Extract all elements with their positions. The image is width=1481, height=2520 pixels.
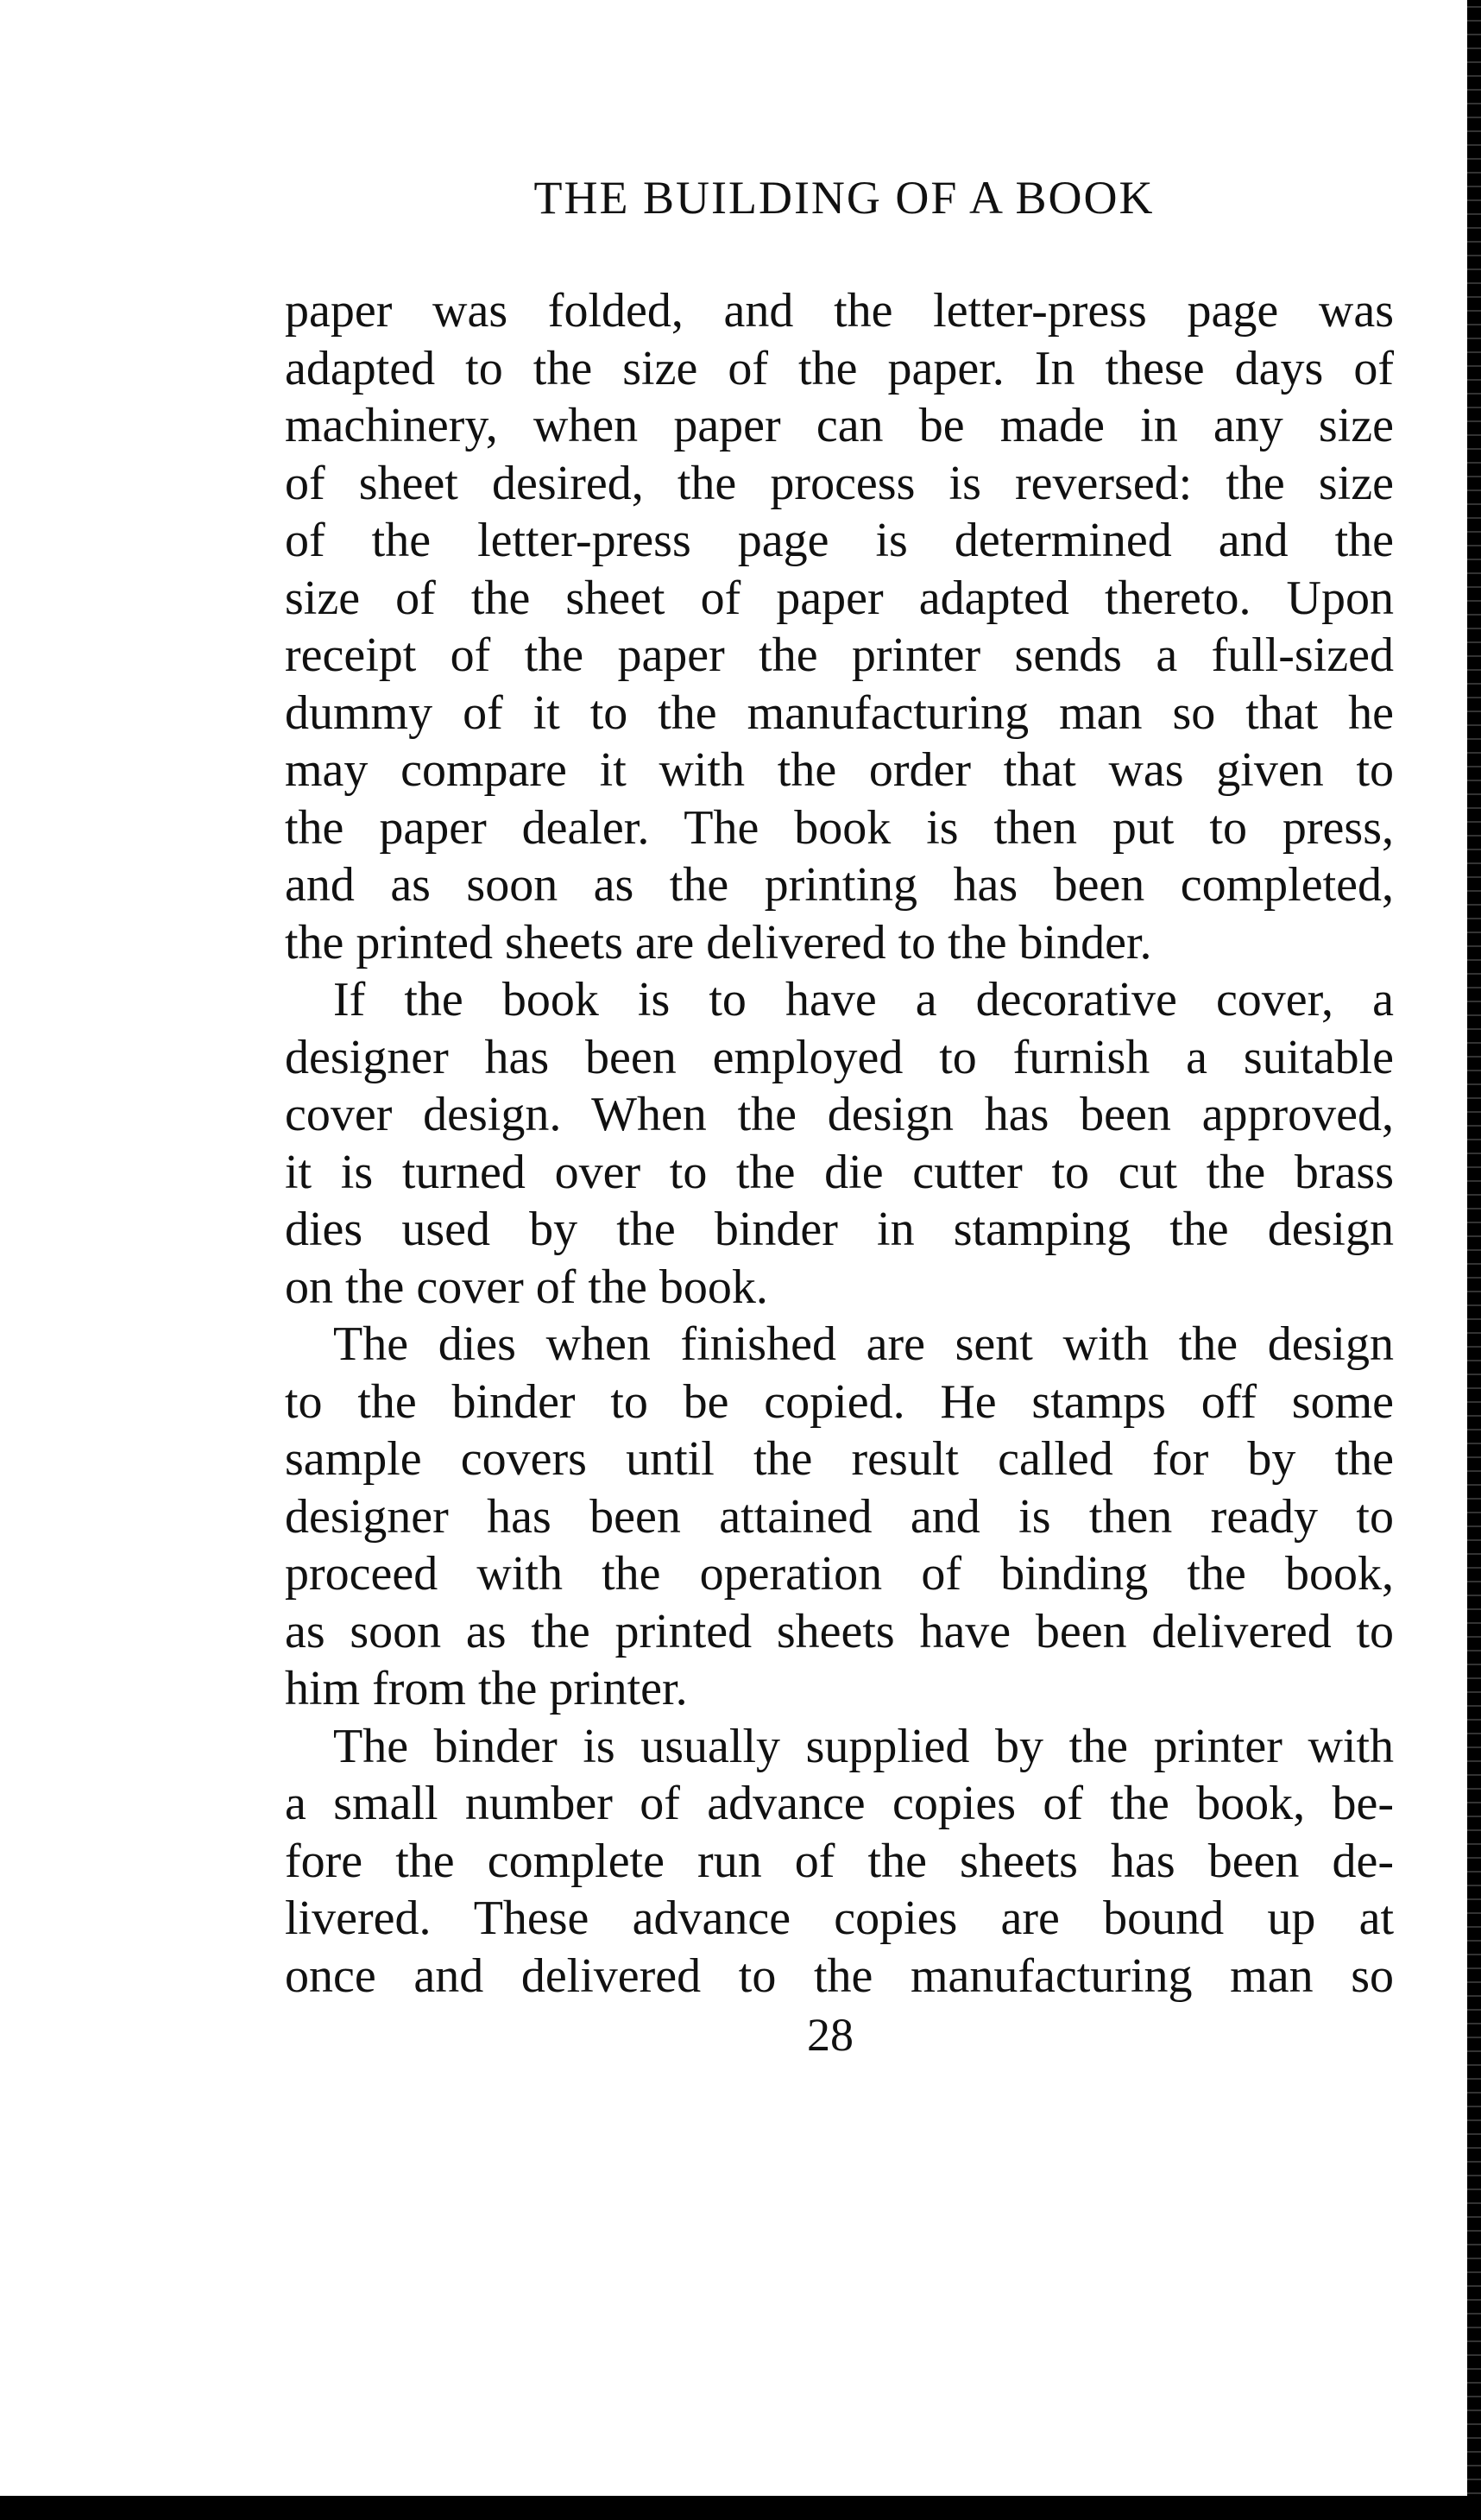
text-line: livered. These advance copies are bound up at (285, 1892, 1394, 1945)
text-line: The dies when finished are sent with the design (333, 1317, 1394, 1371)
text-line: adapted to the size of the paper. In these days of (285, 341, 1394, 395)
page-edge-shadow (1467, 0, 1481, 2520)
text-line: size of the sheet of paper adapted thereto. Upon (285, 571, 1394, 625)
paragraph (285, 1718, 1394, 2005)
text-line: receipt of the paper the printer sends a full-sized (285, 628, 1394, 682)
text-line: a small number of advance copies of the book, be- (285, 1777, 1394, 1830)
text-line: If the book is to have a decorative cover, a (333, 973, 1394, 1026)
text-line: once and delivered to the manufacturing man so (285, 1948, 1394, 2003)
text-line: the printed sheets are delivered to the binder. (285, 915, 1152, 969)
text-line: of sheet desired, the process is reversed: the size (285, 456, 1394, 510)
text-line: cover design. When the design has been approved, (285, 1088, 1394, 1141)
text-line: as soon as the printed sheets have been delivered to (285, 1604, 1394, 1658)
text-line: proceed with the operation of binding the book, (285, 1547, 1394, 1601)
paragraph (285, 282, 1394, 971)
text-line: of the letter-press page is determined and the (285, 514, 1394, 567)
text-line: machinery, when paper can be made in any size (285, 399, 1394, 452)
text-line: designer has been employed to furnish a suitable (285, 1030, 1394, 1084)
paragraph (285, 971, 1394, 1316)
text-line: the paper dealer. The book is then put to press, (285, 800, 1394, 855)
running-head: THE BUILDING OF A BOOK (533, 172, 1155, 224)
text-line: sample covers until the result called for by the (285, 1432, 1394, 1486)
text-line: designer has been attained and is then ready to (285, 1489, 1394, 1544)
text-line: dummy of it to the manufacturing man so that he (285, 685, 1394, 740)
text-line: fore the complete run of the sheets has been de- (285, 1834, 1394, 1888)
paragraph (285, 1316, 1394, 1718)
scan-bottom-border (0, 2496, 1481, 2520)
text-line: it is turned over to the die cutter to cut the brass (285, 1145, 1394, 1199)
text-line: and as soon as the printing has been completed, (285, 858, 1394, 912)
text-line: on the cover of the book. (285, 1260, 768, 1314)
text-line: paper was folded, and the letter-press page was (285, 284, 1394, 338)
text-line: may compare it with the order that was given to (285, 743, 1394, 797)
body-text (285, 282, 1394, 2005)
text-line: The binder is usually supplied by the printer with (333, 1719, 1394, 1773)
text-line: dies used by the binder in stamping the design (285, 1203, 1394, 1256)
page-number: 28 (807, 2009, 854, 2061)
text-line: to the binder to be copied. He stamps off some (285, 1374, 1394, 1429)
text-line: him from the printer. (285, 1662, 688, 1715)
